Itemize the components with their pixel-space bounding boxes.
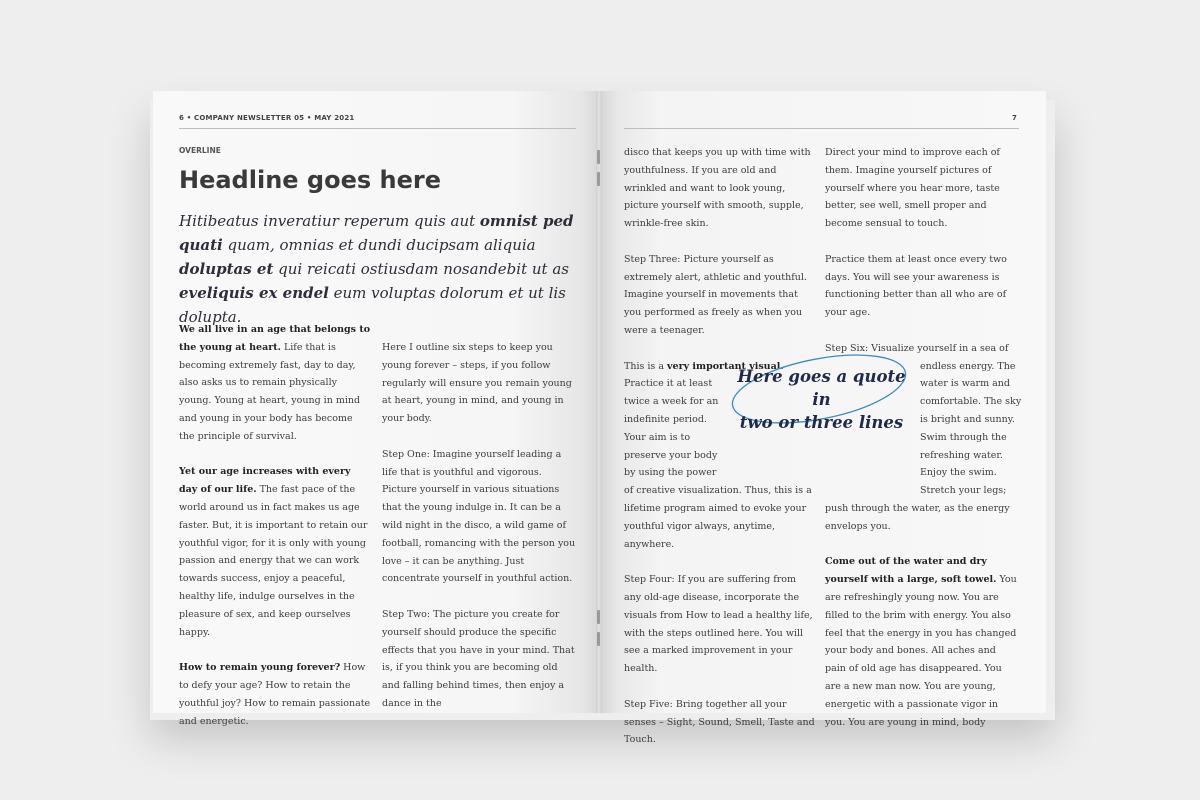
col4-paragraph-1: Direct your mind to improve each of them. Imagine yourself pictures of yourself where you hear more, taste better, see well, smell proper and become sensual to touch. bbox=[825, 147, 1000, 230]
col3-narrow-line: preserve your body bbox=[624, 449, 718, 461]
column-2 bbox=[382, 339, 578, 731]
col4-narrow-line: water is warm and bbox=[920, 378, 1010, 390]
staple-top bbox=[597, 150, 600, 164]
col4-narrow-line: endless energy. The bbox=[920, 360, 1016, 372]
col3-paragraph-5: Step Five: Bring together all your senses – Sight, Sound, Smell, Taste and Touch. bbox=[624, 698, 815, 746]
col1-paragraph-1: We all live in an age that belongs to the young at heart. Life that is becoming extremely fast, day to day, also asks us to remain physically young. Young at heart, young in mind and young in your body has become the principle of survival. bbox=[179, 324, 371, 442]
column-3 bbox=[624, 144, 816, 767]
col3-narrow-line: by using the power bbox=[624, 467, 717, 479]
pull-quote-line-2: two or three lines bbox=[739, 413, 904, 432]
right-header-rule bbox=[624, 128, 1019, 129]
pull-quote-line-1: Here goes a quote in bbox=[737, 367, 906, 409]
col4-narrow-line: Enjoy the swim. bbox=[920, 467, 997, 479]
col3-paragraph-4: Step Four: If you are suffering from any old-age disease, incorporate the visuals from How to lead a healthy life, with the steps outlined here. You will see a marked improvement in your health. bbox=[624, 574, 813, 675]
col3-paragraph-1: disco that keeps you up with time with youthfulness. If you are old and wrinkled and want to look young, picture yourself with smooth, supple, wrinkle-free skin. bbox=[624, 147, 811, 230]
col3-narrow-line: This is a very important visual. bbox=[624, 360, 784, 372]
col4-narrow-line: refreshing water. bbox=[920, 449, 1003, 461]
col2-paragraph-3: Step Two: The picture you create for yourself should produce the specific effects that you have in your mind. That is, if you think you are becoming old and falling behind times, then enjoy a dance in the bbox=[382, 608, 575, 709]
staple-bottom-2 bbox=[597, 632, 600, 646]
col3-narrow-line: indefinite period. bbox=[624, 413, 707, 425]
intro-paragraph: Hitibeatus inveratiur reperum quis aut omnist ped quati quam, omnias et dundi ducipsam aliquia doluptas et qui reicati ostiusdam nosandebit ut as eveliquis ex endel eum voluptas dolorum et ut lis dolupta. bbox=[179, 212, 574, 326]
col3-paragraph-3: of creative visualization. Thus, this is a lifetime program aimed to evoke your youthful vigor always, anytime, anywhere. bbox=[624, 485, 812, 550]
col2-paragraph-2: Step One: Imagine yourself leading a life that is youthful and vigorous. Picture yourself in various situations that the young indulge in. It can be a wild night in the disco, a wild game of football, romancing with the person you love – it can be anything. Just concentrate yourself in youthful action. bbox=[382, 448, 576, 585]
col4-narrow-line: Swim through the bbox=[920, 431, 1007, 443]
col4-paragraph-2: Practice them at least once every two days. You will see your awareness is functioning better than all who are of your age. bbox=[825, 253, 1007, 319]
col3-narrow-line: Practice it at least bbox=[624, 378, 713, 390]
col4-narrow-line: Stretch your legs; bbox=[920, 485, 1007, 497]
right-folio: 7 bbox=[1012, 114, 1018, 122]
overline: OVERLINE bbox=[179, 146, 221, 155]
col4-paragraph-3: push through the water, as the energy envelops you. bbox=[825, 502, 1010, 532]
staple-bottom bbox=[597, 610, 600, 624]
pull-quote bbox=[734, 365, 909, 434]
headline: Headline goes here bbox=[179, 166, 441, 194]
col1-paragraph-2: Yet our age increases with every day of our life. The fast pace of the world around us in fact makes us age faster. But, it is important to retain our youthful vigor, for it is only with young passion and energy that we can work towards success, enjoy a peaceful, healthy life, indulge ourselves in the pleasure of sex, and keep ourselves happy. bbox=[179, 466, 368, 638]
col4-narrow-line: comfortable. The sky bbox=[920, 396, 1022, 408]
col4-paragraph-4: Come out of the water and dry yourself with a large, soft towel. You are refreshingly young now. You are filled to the brim with energy. You also feel that the energy in you has changed your body and bones. All aches and pain of old age has disappeared. You are a new man now. You are young, energetic with a passionate vigor in you. You are young in mind, body bbox=[825, 556, 1017, 728]
column-1 bbox=[179, 321, 371, 748]
col2-paragraph-1: Here I outline six steps to keep you young forever – steps, if you follow regularly will ensure you remain young at heart, young in mind, and young in your body. bbox=[382, 342, 572, 425]
col3-narrow-line: twice a week for an bbox=[624, 396, 719, 408]
col4-narrow-line: is bright and sunny. bbox=[920, 413, 1015, 425]
col3-narrow-line: Your aim is to bbox=[624, 431, 691, 443]
left-header-rule bbox=[179, 128, 576, 129]
col1-paragraph-3: How to remain young forever? How to defy your age? How to retain the youthful joy? How to remain passionate and energetic. bbox=[179, 662, 371, 727]
left-folio: 6 • COMPANY NEWSLETTER 05 • MAY 2021 bbox=[179, 114, 355, 122]
staple-top-2 bbox=[597, 172, 600, 186]
col4-step-six: Step Six: Visualize yourself in a sea of bbox=[825, 342, 1009, 354]
col3-paragraph-2: Step Three: Picture yourself as extremely alert, athletic and youthful. Imagine yourself in movements that you performed as freely as when you were a teenager. bbox=[624, 253, 807, 336]
column-4 bbox=[825, 144, 1022, 749]
